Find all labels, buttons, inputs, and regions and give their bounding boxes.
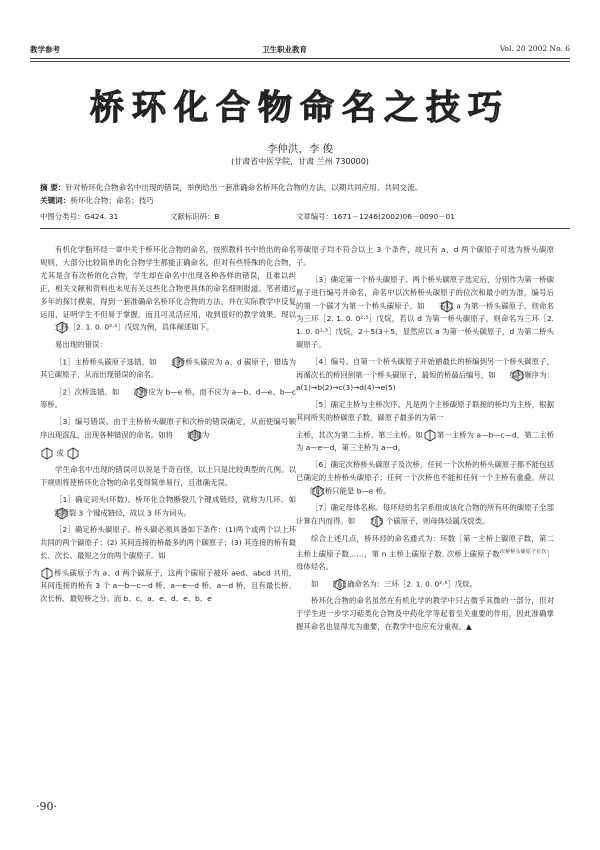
running-header bbox=[30, 44, 570, 58]
bicyclo-structure-icon bbox=[496, 369, 510, 382]
para-text: 第一主桥为 a—b—c—d，第二主桥为 a—e—d，第三主桥为 a—d。 bbox=[296, 430, 554, 453]
page-number: ·90· bbox=[36, 800, 57, 813]
para-text: ［3］确定第一个桥头碳原子。两个桥头碳原子选定后，分别作为第一桥碳原子进行编号并命名，命名中以次桥桥头碳原子的位次和最小的为准，编号后的第一个碳才为第一个桥头碳原子。如 bbox=[296, 274, 554, 311]
bicyclo-structure-icon bbox=[40, 447, 54, 460]
para-text: ［2］次桥选错。如 bbox=[55, 387, 120, 397]
paragraph bbox=[40, 447, 296, 460]
paragraph bbox=[40, 244, 296, 335]
paragraph bbox=[296, 399, 554, 425]
para-text: 次桥应为 b—e 桥，而不应为 a—b、d—e、b—c 等桥。 bbox=[40, 387, 296, 410]
paragraph bbox=[40, 386, 296, 412]
title-char: 巧 bbox=[468, 88, 510, 128]
title-char: 化 bbox=[174, 88, 216, 128]
para-text: ［7］确定母体名称。每环烃的名字系组成该化合物的所有环的碳原子全部计算在内而得。如 bbox=[296, 503, 554, 526]
para-text: 的次桥只能是 b—e 桥。 bbox=[310, 486, 391, 496]
abstract-label: 摘 要： bbox=[40, 183, 66, 192]
bicyclo-structure-icon bbox=[173, 429, 187, 442]
bicyclo-structure-icon bbox=[119, 386, 133, 399]
para-text: ［4］编号。自第一个桥头碳原子开始循最长的桥编到另一个桥头碳原子，再循次长的桥回到第一个桥头碳原子，最短的桥最后编号，如 bbox=[296, 356, 554, 380]
paragraph bbox=[296, 274, 554, 352]
title-char: 桥 bbox=[90, 88, 132, 128]
paragraph bbox=[40, 524, 296, 563]
para-text: ［5］确定主桥与主桥次序。凡是两个主桥碳原子联接的桥均为主桥，根据其间所夹的桥碳原子数，碳原子最多的为第一 bbox=[296, 399, 554, 422]
title-char: 之 bbox=[384, 88, 426, 128]
keywords-label: 关键词： bbox=[40, 196, 71, 205]
authors: 李仲洪，李 俊 bbox=[266, 143, 334, 155]
para-text: 如 bbox=[311, 579, 319, 589]
header-section: 教学参考 bbox=[30, 45, 60, 54]
para-text: 或 bbox=[56, 448, 64, 458]
left-column bbox=[40, 244, 296, 610]
paragraph bbox=[296, 356, 554, 395]
paragraph bbox=[40, 416, 296, 442]
para-text: 学生命名中出现的错误可以说是千奇百怪，以上只是比较典型的几例。以下规则将使桥环化合物的命名变得简单易行，且准确无误。 bbox=[40, 465, 296, 487]
abstract-divider bbox=[40, 228, 570, 229]
para-text: 主桥，其次为第二主桥、第三主桥。如 bbox=[296, 430, 423, 440]
paragraph bbox=[296, 244, 554, 270]
bicyclo-structure-icon bbox=[425, 300, 439, 313]
paragraph bbox=[296, 595, 554, 634]
secondary-bridge-note: 次桥桥头碳原子位次 bbox=[499, 548, 547, 555]
title-char: 名 bbox=[342, 88, 384, 128]
bicyclo-structure-icon bbox=[423, 429, 437, 442]
para-text: ［2］确定桥头碳原子。桥头碳必须具备如下条件：(1)两个或两个以上环共同的两个碳原子；(2) 其间连接的桥最多的两个碳原子；(3) 其连接的桥有最长、次长、最短之分的两个碳原子。如 bbox=[40, 525, 296, 561]
bicyclo-structure-icon bbox=[296, 485, 310, 498]
para-text: 综合上述几点，桥环烃的命名通式为：环数［第一主桥上碳原子数，第二主桥上碳原子数……，第 n 主桥上碳原子数. 次桥上碳原子数 bbox=[296, 533, 554, 558]
bicyclo-structure-icon bbox=[66, 447, 80, 460]
para-text: ［1］主桥桥头碳原子选错。如 bbox=[55, 357, 157, 367]
paragraph bbox=[40, 339, 296, 352]
article-number: 文章编号：1671－1246(2002)06－0090－01 bbox=[296, 212, 455, 221]
paragraph bbox=[40, 356, 296, 382]
header-journal: 卫生职业教育 bbox=[262, 45, 307, 54]
header-rule-thin bbox=[30, 61, 570, 62]
clc-number: 中图分类号：G424. 31 bbox=[40, 212, 119, 221]
para-text: 若以 a 为第一桥头碳原子，则命名为三环［2. 1. 0. 0²·⁵］戊烷，若以 d 为第一桥头碳原子，则命名为三环［2. 1. 0. 0¹·³］戊烷，2＋5(3＋5，显然应以 a 为第一桥头碳原子，d 为第二桥头碳原子。 bbox=[296, 301, 554, 349]
title-char: 命 bbox=[300, 88, 342, 128]
keywords-text: 桥环化合物；命名；技巧 bbox=[70, 196, 154, 205]
para-text: ［1］确定词头(环数)。桥环化合物断裂几个键成链烃，就称为几环。如 bbox=[55, 494, 296, 504]
bicyclo-structure-icon bbox=[40, 507, 54, 520]
header-volume: Vol. 20 2002 No. 6 bbox=[499, 44, 570, 53]
para-text: 为 5 个碳原子，则母体烃属戊烷类。 bbox=[369, 516, 490, 526]
affiliation: (甘肃省中医学院，甘肃 兰州 730000) bbox=[231, 157, 369, 166]
para-text: 主桥桥头碳应为 a、d 碳原子，错选为其它碳原子，从而出现错误的命名。 bbox=[40, 357, 296, 380]
keywords bbox=[40, 194, 560, 207]
paragraph bbox=[40, 494, 296, 520]
abstract-block bbox=[40, 181, 560, 207]
paragraph bbox=[296, 533, 554, 574]
bicyclo-structure-icon bbox=[156, 356, 170, 369]
para-text: ［3］编号错误。由于主桥桥头碳原子和次桥的错误确定，从而使编号顺序出现混乱，出现各种错误的命名。如将 bbox=[40, 417, 296, 440]
para-text: 编号顺序为：a(1)→b(2)→c(3)→d(4)→e(5) bbox=[296, 370, 554, 393]
paragraph bbox=[296, 502, 554, 528]
paragraph bbox=[40, 567, 296, 606]
paragraph bbox=[296, 429, 554, 455]
right-column bbox=[296, 244, 554, 638]
paragraph bbox=[296, 578, 554, 591]
para-text: ［6］确定次桥桥头碳原子及次桥。任何一个次桥的桥头碳原子都不能包括已确定的主桥桥头碳原子；任何一个次桥也不能和任何一个主桥有重叠。所以 bbox=[296, 460, 554, 482]
para-text: 三环［2. 1. 0. 0²·⁵］戊烷为例，具体阐述如下。 bbox=[54, 322, 214, 332]
title-char: 环 bbox=[132, 88, 174, 128]
para-text: 桥环化合物的命名虽然在有机化学的教学中只占微乎其微的一部分，但对于学生进一步学习萜类化合物及中药化学等起着至关重要的作用，因此准确掌握其命名也显得尤为重要，在教学中也应充分重视。▲ bbox=[296, 596, 554, 632]
abstract bbox=[40, 181, 560, 194]
title-char: 合 bbox=[216, 88, 258, 128]
bicyclo-structure-icon bbox=[40, 567, 54, 580]
para-text: 桥头碳原子为 a、d 两个碳原子，这两个碳原子被环 aed、abcd 共用，其间连接的桥有 3 个 a—b—c—d 桥、a—e—d 桥、a—d 桥，且有最长桥、次长桥、最短桥之分。而 b、c、a、e、d、e、b、e bbox=[40, 568, 296, 604]
title-char: 物 bbox=[258, 88, 300, 128]
para-text: 错编为 bbox=[187, 430, 210, 440]
para-text: 需断裂 3 个键成链烃，故以 3 环为词头。 bbox=[54, 508, 192, 518]
para-text: 等碳原子均不符合以上 3 个条件，故只有 a、d 两个碳原子可选为桥头碳原子。 bbox=[296, 245, 554, 267]
para-text: 有机化学脂环烃一章中关于桥环化合物的命名，按照教科书中给出的命名规则，大部分比较简单的化合物学生都能正确命名，但对有些特殊的化合物，尤其是含有次桥的化合物，学生却在命名中出现各种各样的错误，且难以纠正，相关文献和资料也未见有关这些化合物更具体的命名细则报道。笔者通过多年的探讨摸索，得到一套准确命名桥环化合物的方法，并在实际教学中反复运用，证明学生不但易于掌握，而且可灵活应用，收到很好的教学效果。现以 bbox=[40, 245, 296, 319]
bicyclo-structure-icon bbox=[355, 515, 369, 528]
abstract-text: 针对桥环化合物命名中出现的错误，举例给出一套准确命名桥环化合物的方法，以期共同应用、共同交流。 bbox=[65, 183, 423, 192]
paragraph bbox=[40, 464, 296, 490]
title-char: 技 bbox=[426, 88, 468, 128]
para-text: 易出现的错误： bbox=[55, 339, 107, 349]
paragraph bbox=[296, 459, 554, 498]
article-title bbox=[0, 80, 600, 129]
bicyclo-structure-icon bbox=[40, 321, 54, 334]
para-text: 的正确命名为：三环［2. 1. 0. 0²·⁵］戊烷。 bbox=[332, 579, 478, 589]
document-code: 文献标识码：B bbox=[170, 212, 220, 221]
para-text: ］母体烃名。 bbox=[296, 549, 554, 571]
header-rule bbox=[30, 58, 570, 59]
bicyclo-structure-icon bbox=[318, 578, 332, 591]
